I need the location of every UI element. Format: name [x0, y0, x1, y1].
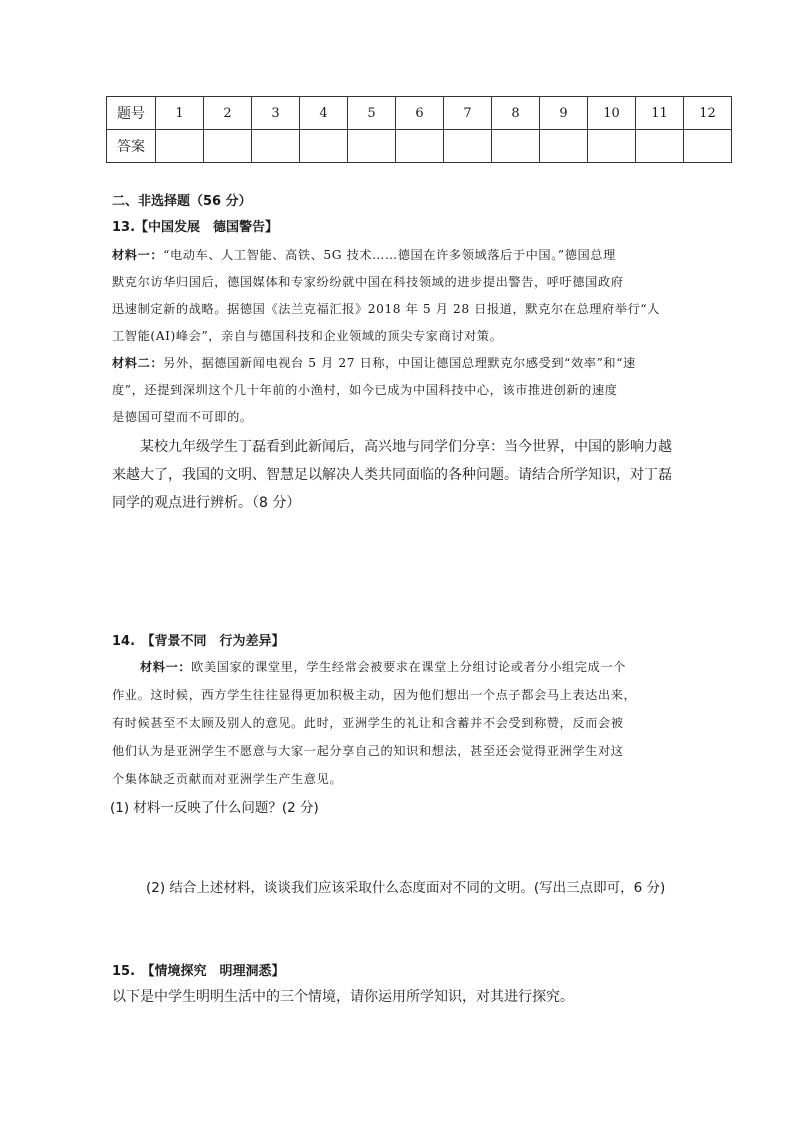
answer-cell[interactable]: [396, 130, 444, 163]
question-number-cell: 8: [492, 97, 540, 130]
answer-cell[interactable]: [204, 130, 252, 163]
answer-cell[interactable]: [444, 130, 492, 163]
question-number-cell: 6: [396, 97, 444, 130]
answer-cell[interactable]: [684, 130, 732, 163]
answer-cell[interactable]: [252, 130, 300, 163]
question-number-cell: 9: [540, 97, 588, 130]
q13-material1-line: [112, 246, 616, 263]
answer-cell[interactable]: [492, 130, 540, 163]
answer-cell[interactable]: [540, 130, 588, 163]
q14-material1-text: 欧美国家的课堂里，学生经常会被要求在课堂上分组讨论或者分小组完成一个: [191, 660, 626, 674]
question-number-cell: 4: [300, 97, 348, 130]
question-number-cell: 12: [684, 97, 732, 130]
question-number-cell: 2: [204, 97, 252, 130]
q13-question-line: 来越大了，我国的文明、智慧足以解决人类共同面临的各种问题。请结合所学知识，对丁磊: [112, 467, 672, 483]
q14-material1-line: 他们认为是亚洲学生不愿意与大家一起分享自己的知识和想法，甚至还会觉得亚洲学生对这: [112, 744, 624, 758]
q15-intro: 以下是中学生明明生活中的三个情境，请你运用所学知识，对其进行探究。: [112, 989, 574, 1005]
q14-title: 14. 【背景不同 行为差异】: [112, 634, 285, 649]
answer-table: [106, 96, 732, 163]
q13-material1-line: 迅速制定新的战略。据德国《法兰克福汇报》2018 年 5 月 28 日报道，默克尔在总理府举行“人: [112, 302, 661, 316]
answer-label: 答案: [107, 130, 156, 163]
question-number-cell: 3: [252, 97, 300, 130]
answer-row: [107, 130, 732, 163]
q13-material1-line: 工智能(AI)峰会”，亲自与德国科技和企业领域的顶尖专家商讨对策。: [112, 329, 503, 343]
q13-material2-label: 材料二：: [112, 356, 164, 370]
q13-material1-line: 默克尔访华归国后，德国媒体和专家纷纷就中国在科技领域的进步提出警告，呼吁德国政府: [112, 275, 624, 289]
answer-cell[interactable]: [348, 130, 396, 163]
question-number-cell: 7: [444, 97, 492, 130]
q14-material1-line: [140, 658, 626, 675]
answer-cell[interactable]: [156, 130, 204, 163]
q13-material1-text: “电动车、人工智能、高铁、5G 技术……德国在许多领域落后于中国。”德国总理: [163, 248, 616, 262]
q14-material1-label: 材料一：: [140, 660, 192, 674]
q13-material2-line: [112, 354, 636, 371]
q13-question-line: 某校九年级学生丁磊看到此新闻后，高兴地与同学们分享：当今世界，中国的影响力越: [140, 439, 672, 455]
answer-cell[interactable]: [300, 130, 348, 163]
q13-material2-line: 是德国可望而不可即的。: [112, 410, 253, 424]
section-title: 二、非选择题（56 分）: [112, 194, 252, 209]
q14-subquestion-1: (1) 材料一反映了什么问题？(2 分): [110, 800, 319, 816]
question-number-cell: 1: [156, 97, 204, 130]
question-number-cell: 10: [588, 97, 636, 130]
q13-title: 13.【中国发展 德国警告】: [112, 220, 279, 235]
q13-material2-text: 另外，据德国新闻电视台 5 月 27 日称，中国让德国总理默克尔感受到“效率”和“速: [163, 356, 636, 370]
q15-title: 15. 【情境探究 明理洞悉】: [112, 964, 285, 979]
q13-material1-label: 材料一：: [112, 248, 164, 262]
q14-material1-line: 作业。这时候，西方学生往往显得更加积极主动，因为他们想出一个点子都会马上表达出来，: [112, 688, 637, 702]
question-number-cell: 5: [348, 97, 396, 130]
q14-subquestion-2: (2) 结合上述材料，谈谈我们应该采取什么态度面对不同的文明。(写出三点即可，6 分): [146, 880, 666, 896]
question-number-cell: 11: [636, 97, 684, 130]
answer-cell[interactable]: [588, 130, 636, 163]
question-number-row: [107, 97, 732, 130]
q14-material1-line: 个集体缺乏贡献而对亚洲学生产生意见。: [112, 772, 343, 786]
answer-cell[interactable]: [636, 130, 684, 163]
q13-material2-line: 度”，还提到深圳这个几十年前的小渔村，如今已成为中国科技中心，该市推进创新的速度: [112, 383, 618, 397]
q14-material1-line: 有时候甚至不太顾及别人的意见。此时，亚洲学生的礼让和含蓄并不会受到称赞，反而会被: [112, 716, 624, 730]
question-number-label: 题号: [107, 97, 156, 130]
q13-question-line: 同学的观点进行辨析。（8 分）: [112, 495, 301, 511]
